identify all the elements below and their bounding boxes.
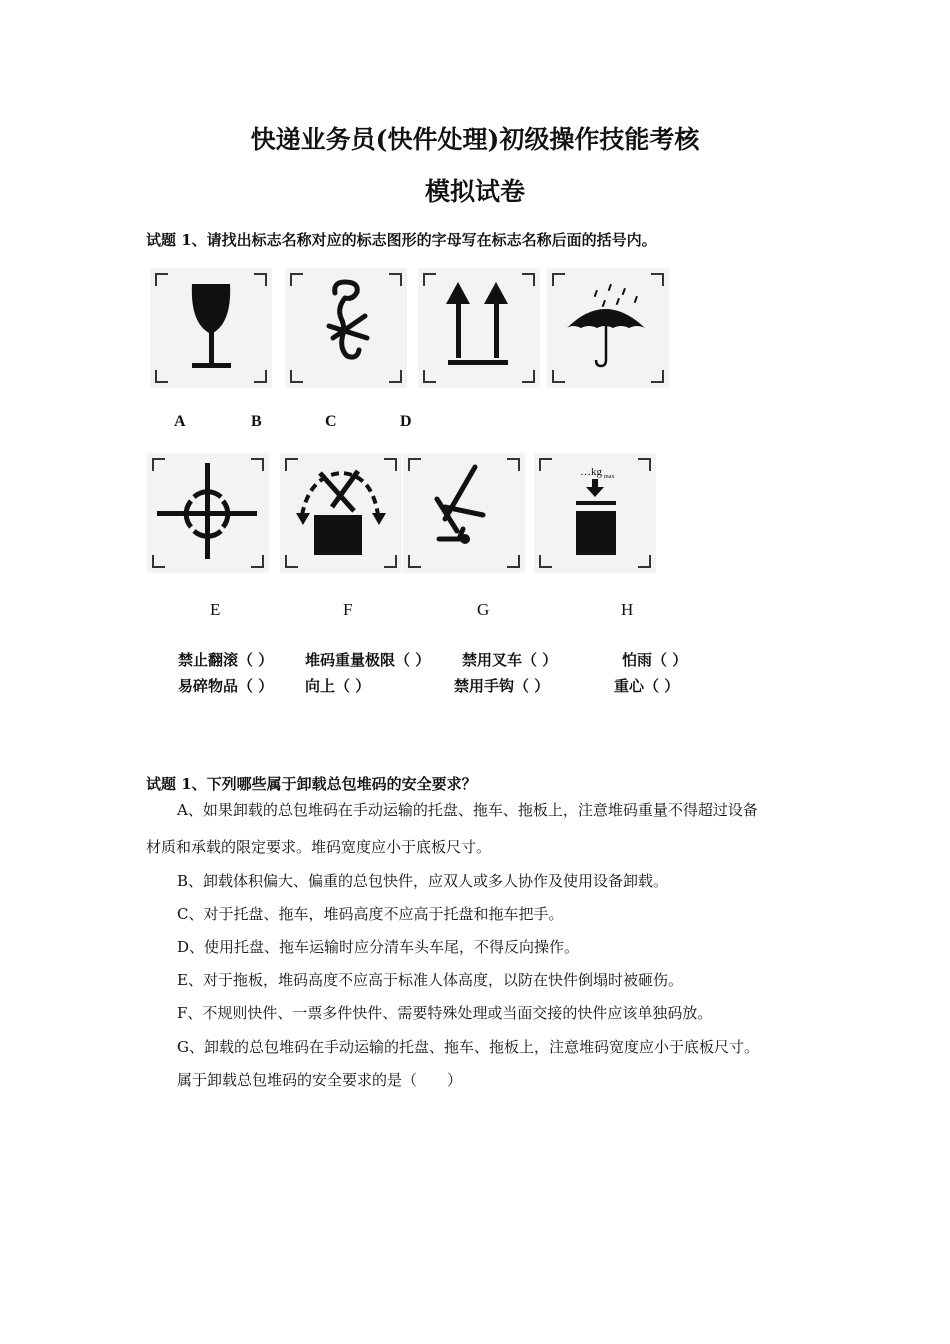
- option-c: C、对于托盘、拖车，堆码高度不应高于托盘和拖车把手。: [177, 905, 564, 923]
- symbol-letter-f: F: [343, 600, 353, 619]
- answer-no-forklift[interactable]: 禁用叉车（ ）: [462, 651, 558, 669]
- symbol-letter-c: C: [325, 413, 337, 430]
- answer-fragile[interactable]: 易碎物品（ ）: [178, 677, 274, 695]
- keep-dry-icon: [547, 268, 669, 388]
- document-subtitle: 模拟试卷: [424, 177, 525, 206]
- symbol-letter-d: D: [400, 413, 412, 430]
- hook-prohibited-icon: [285, 268, 407, 388]
- answer-stack-weight-limit[interactable]: 堆码重量极限（ ）: [305, 651, 431, 669]
- symbol-letter-h: H: [621, 600, 634, 619]
- symbol-letter-e: E: [210, 600, 221, 619]
- no-forklift-icon: [403, 453, 525, 573]
- answer-no-hooks[interactable]: 禁用手钩（ ）: [454, 677, 550, 695]
- do-not-roll-icon: [280, 453, 402, 573]
- option-b: B、卸载体积偏大、偏重的总包快件，应双人或多人协作及使用设备卸载。: [177, 872, 669, 890]
- fragile-glass-icon: [150, 268, 272, 388]
- answer-this-way-up[interactable]: 向上（ ）: [305, 677, 371, 695]
- symbol-letter-b: B: [251, 413, 262, 430]
- option-f: F、不规则快件、一票多件快件、需要特殊处理或当面交接的快件应该单独码放。: [177, 1004, 713, 1022]
- weight-limit-label: …kg: [580, 466, 602, 478]
- center-of-gravity-icon: [147, 453, 269, 573]
- weight-limit-sublabel: max: [604, 474, 615, 480]
- question-1-prompt: 试题 1、请找出标志名称对应的标志图形的字母写在标志名称后面的括号内。: [146, 231, 657, 249]
- option-g: G、卸载的总包堆码在手动运输的托盘、拖车、拖板上，注意堆码宽度应小于底板尺寸。: [177, 1038, 759, 1056]
- answer-keep-dry[interactable]: 怕雨（ ）: [622, 651, 688, 669]
- option-e: E、对于拖板，堆码高度不应高于标准人体高度，以防在快件倒塌时被砸伤。: [177, 971, 683, 989]
- answer-center-of-gravity[interactable]: 重心（ ）: [614, 677, 680, 695]
- option-d: D、使用托盘、拖车运输时应分清车头车尾，不得反向操作。: [177, 938, 580, 956]
- this-way-up-icon: [418, 268, 540, 388]
- option-a-line-1: A、如果卸载的总包堆码在手动运输的托盘、拖车、拖板上，注意堆码重量不得超过设备: [177, 801, 758, 819]
- document-title: 快递业务员(快件处理)初级操作技能考核: [250, 125, 700, 154]
- symbol-letter-g: G: [477, 600, 490, 619]
- option-a-line-2: 材质和承载的限定要求。堆码宽度应小于底板尺寸。: [146, 838, 492, 856]
- question-2-prompt: 试题 1、下列哪些属于卸载总包堆码的安全要求？: [146, 775, 477, 793]
- answer-no-rolling[interactable]: 禁止翻滚（ ）: [178, 651, 274, 669]
- answer-line[interactable]: 属于卸载总包堆码的安全要求的是（ ）: [177, 1071, 463, 1089]
- symbol-letter-a: A: [174, 413, 186, 430]
- stack-weight-limit-icon: [534, 453, 656, 573]
